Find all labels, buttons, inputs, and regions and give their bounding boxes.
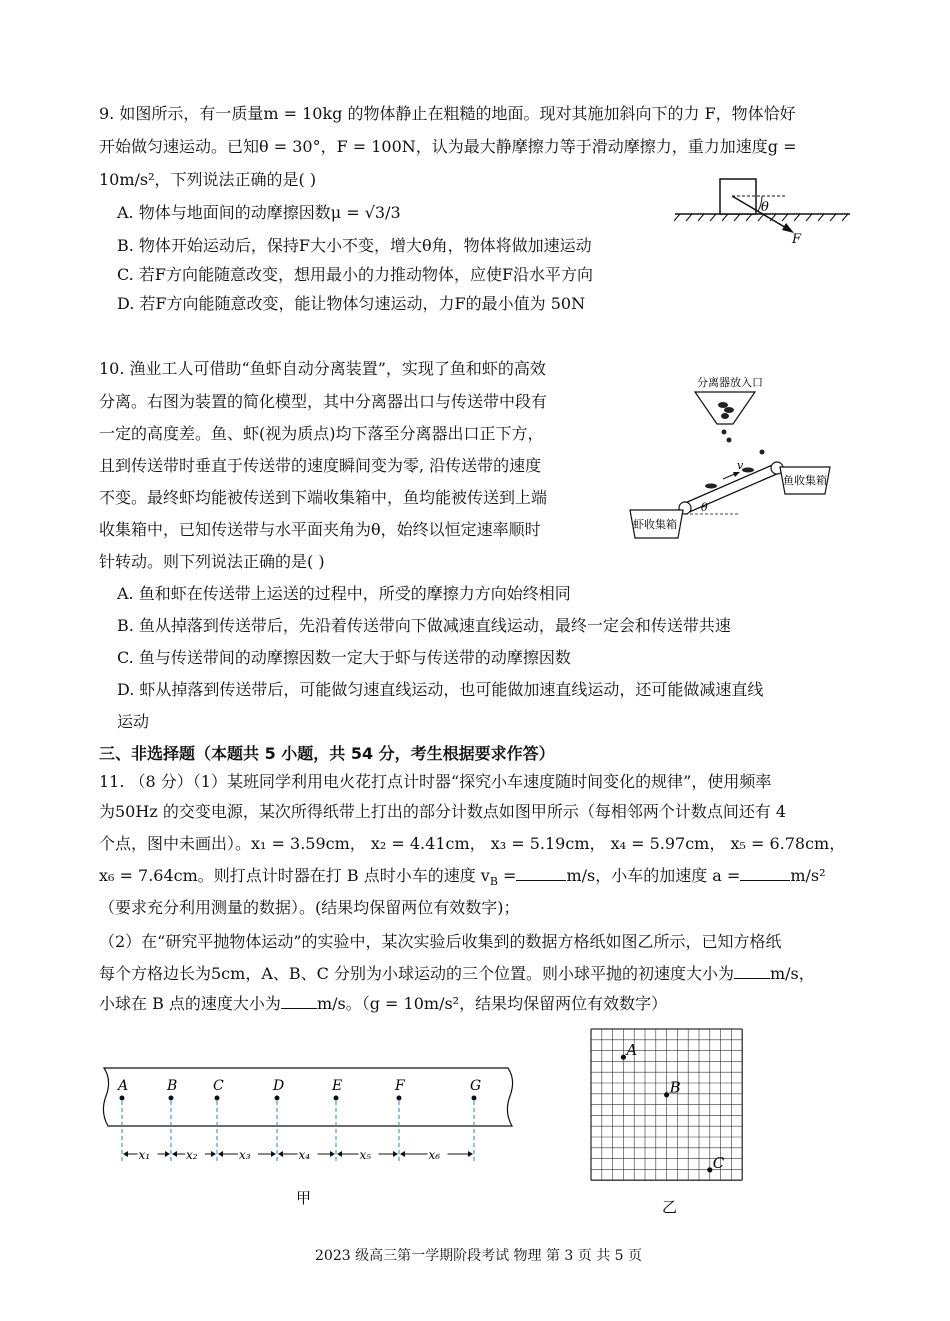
q11-line4-text-b: =	[497, 866, 517, 885]
inlet-label: 分离器放入口	[697, 376, 763, 389]
tape-point-label: A	[118, 1078, 129, 1094]
q10-line2: 分离。右图为装置的简化模型，其中分离器出口与传送带中段有	[99, 392, 548, 411]
arrow-head	[123, 1151, 128, 1157]
q10-line4: 且到传送带时垂直于传送带的速度瞬间变为零, 沿传送带的速度	[99, 456, 542, 475]
tape-point-label: E	[332, 1078, 343, 1094]
q9-line3: 10m/s²，下列说法正确的是( )	[99, 170, 317, 189]
segment-label: x₅	[359, 1148, 372, 1162]
q10-option-b: B. 鱼从掉落到传送带后，先沿着传送带向下做减速直线运动，最终一定会和传送带共速	[117, 616, 731, 635]
grid-point	[664, 1092, 669, 1097]
segment-label: x₃	[239, 1148, 251, 1162]
q9-option-c: C. 若F方向能随意改变，想用最小的力推动物体，应使F沿水平方向	[117, 265, 594, 284]
q10-option-d-line1: D. 虾从掉落到传送带后，可能做匀速直线运动，也可能做加速直线运动，还可能做减速直线	[117, 680, 764, 699]
answer-blank-vb[interactable]	[516, 866, 566, 881]
tape-point-label: C	[213, 1078, 224, 1094]
tape-figure	[96, 1060, 521, 1210]
arrow-head	[400, 1151, 405, 1157]
tape-dot	[215, 1096, 220, 1101]
q11-line1: 11. （8 分）（1）某班同学利用电火花打点计时器“探究小车速度随时间变化的规律”，使用频率	[99, 772, 772, 791]
q9-option-d: D. 若F方向能随意改变，能让物体匀速运动，力F的最小值为 50N	[117, 294, 586, 313]
tape-dot	[169, 1096, 174, 1101]
arrow-head	[165, 1151, 170, 1157]
q11-line2: 为50Hz 的交变电源，某次所得纸带上打出的部分计数点如图甲所示（每相邻两个计数点间还有 4	[99, 802, 787, 821]
tape-dot	[397, 1096, 402, 1101]
grid-figure	[588, 1026, 750, 1216]
tape-caption: 甲	[296, 1189, 312, 1207]
q11-line7-text-a: 每个方格边长为5cm，A、B、C 分别为小球运动的三个位置。则小球平抛的初速度大小为	[99, 964, 734, 983]
theta-label: θ	[761, 200, 769, 215]
q10-option-a: A. 鱼和虾在传送带上运送的过程中，所受的摩擦力方向始终相同	[117, 584, 571, 603]
tape-dot	[120, 1096, 125, 1101]
tape-dot	[472, 1096, 477, 1101]
arrow-head	[468, 1151, 473, 1157]
q10-line3: 一定的高度差。鱼、虾(视为质点)均下落至分离器出口正下方，	[99, 424, 544, 443]
belt-angle-label: θ	[701, 501, 708, 514]
answer-blank-a[interactable]	[740, 866, 790, 881]
q11-line7	[99, 964, 815, 984]
grid-point-label: A	[626, 1041, 638, 1060]
q10-figure	[625, 372, 840, 544]
tape-point-label: G	[470, 1078, 482, 1094]
q10-line6: 收集箱中，已知传送带与水平面夹角为θ，始终以恒定速率顺时	[99, 520, 541, 539]
q11-vb-subscript: B	[489, 875, 498, 889]
arrow-head	[337, 1151, 342, 1157]
tape-point-label: B	[167, 1078, 178, 1094]
q10-option-c: C. 鱼与传送带间的动摩擦因数一定大于虾与传送带的动摩擦因数	[117, 648, 571, 667]
separator-hopper	[695, 392, 755, 424]
q9-figure	[670, 172, 855, 252]
grid-point-label: B	[669, 1078, 681, 1097]
tape-point-label: F	[395, 1078, 405, 1094]
page-footer: 2023 级高三第一学期阶段考试 物理 第 3 页 共 5 页	[315, 1248, 643, 1264]
q10-option-d-line2: 运动	[117, 712, 150, 731]
tape-dot	[275, 1096, 280, 1101]
shrimp-box-label: 虾收集箱	[633, 518, 677, 531]
q9-line2: 开始做匀速运动。已知θ = 30°，F = 100N，认为最大静摩擦力等于滑动摩擦力，重力加速度g =	[99, 137, 797, 156]
tape-dot	[334, 1096, 339, 1101]
q11-line8-text-a: 小球在 B 点的速度大小为	[99, 994, 281, 1013]
arrow-head	[172, 1151, 177, 1157]
q10-line7: 针转动。则下列说法正确的是( )	[99, 552, 325, 571]
grid-point	[707, 1167, 712, 1172]
q9-option-b: B. 物体开始运动后，保持F大小不变，增大θ角，物体将做加速运动	[117, 236, 592, 255]
q9-option-a: A. 物体与地面间的动摩擦因数μ = √3/3	[117, 203, 401, 222]
grid-caption: 乙	[662, 1198, 678, 1216]
tape-point-label: D	[273, 1078, 285, 1094]
fish-box-label: 鱼收集箱	[783, 474, 827, 487]
q11-line4-text-c: m/s，小车的加速度 a =	[566, 866, 741, 885]
q11-line4-text-a: x₆ = 7.64cm。则打点计时器在打 B 点时小车的速度 v	[99, 866, 490, 885]
answer-blank-v0[interactable]	[734, 964, 770, 979]
q10-line1: 10. 渔业工人可借助“鱼虾自动分离装置”，实现了鱼和虾的高效	[99, 359, 546, 378]
arrow-head	[330, 1151, 335, 1157]
answer-blank-vB[interactable]	[281, 994, 317, 1009]
q11-line6: （2）在“研究平抛物体运动”的实验中，某次实验后收集到的数据方格纸如图乙所示，已知方格纸	[99, 932, 782, 951]
belt-velocity-label: v	[737, 459, 744, 472]
arrow-head	[271, 1151, 276, 1157]
segment-label: x₄	[298, 1148, 311, 1162]
q11-line4	[99, 866, 826, 892]
q11-line4-text-d: m/s²	[790, 866, 826, 885]
section-3-heading: 三、非选择题（本题共 5 小题，共 54 分，考生根据要求作答）	[99, 744, 555, 763]
force-label: F	[792, 232, 802, 247]
q9-line1: 9. 如图所示，有一质量m = 10kg 的物体静止在粗糙的地面。现对其施加斜向下的力 F，物体恰好	[99, 104, 796, 123]
grid-point	[621, 1055, 626, 1060]
q11-line8	[99, 994, 667, 1014]
q11-line5: （要求充分利用测量的数据）。(结果均保留两位有效数字)；	[99, 898, 520, 917]
arrow-head	[218, 1151, 223, 1157]
arrow-head	[393, 1151, 398, 1157]
arrow-head	[278, 1151, 283, 1157]
q11-line8-text-b: m/s。（g = 10m/s²，结果均保留两位有效数字）	[316, 994, 668, 1013]
segment-label: x₆	[428, 1148, 441, 1162]
segment-label: x₂	[186, 1148, 198, 1162]
q11-line3: 个点，图中未画出）。x₁ = 3.59cm， x₂ = 4.41cm， x₃ = 5.19cm， x₄ = 5.97cm， x₅ = 6.78cm，	[99, 834, 846, 853]
segment-label: x₁	[138, 1148, 151, 1162]
arrow-head	[211, 1151, 216, 1157]
q11-line7-text-b: m/s，	[769, 964, 815, 983]
q10-line5: 不变。最终虾均能被传送到下端收集箱中，鱼均能被传送到上端	[99, 488, 548, 507]
grid-point-label: C	[712, 1153, 725, 1172]
